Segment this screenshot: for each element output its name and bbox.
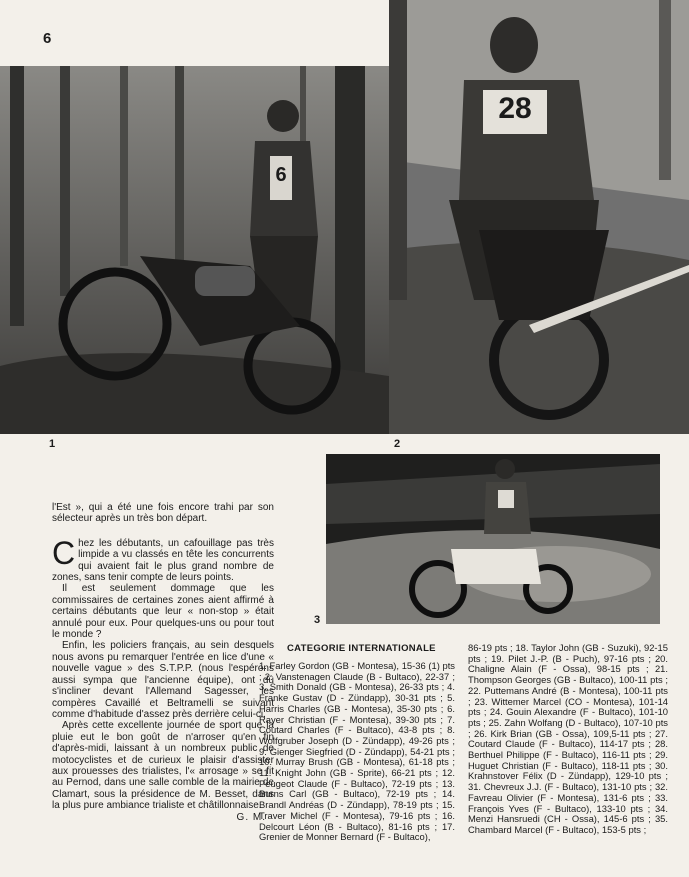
photo-caption-3: 3 [314, 614, 321, 626]
photo-caption-1: 1 [49, 438, 56, 450]
page-number: 6 [43, 30, 52, 47]
photo-rider-mud-section [326, 454, 660, 624]
results-column-2: 86-19 pts ; 18. Taylor John (GB - Suzuki), 92-15 pts ; 19. Pilet J.-P. (B - Puch), 97-16 pts ; 20. Chaligne Alain (F - Ossa), 98-15 pts ; 21. Thompson Georges (GB - Bultaco), 100-11 pts ; 22. Puttemans André (B - Montesa), 100-11 pts ; 23. Wittemer Marcel (CO - Montesa), 101-14 pts ; 24. Gouin Alexandre (F - Bultaco), 101-10 pts ; 25. Zahn Wolfang (D - Bultaco), 107-10 pts ; 26. Kirk Brian (GB - Ossa), 109,5-11 pts ; 27. Coutard Claude (F - Bultaco), 114-17 pts ; 28. Berthuel Philippe (F - Bultaco), 116-11 pts ; 29. Huguet Christian (F - Bultaco), 118-11 pts ; 30. Krahnstover Félix (D - Zündapp), 129-10 pts ; 31. Chevreux J.J. (F - Bultaco), 131-10 pts ; 32. Favreau Olivier (F - Montesa), 131-6 pts ; 33. François Yves (F - Bultaco), 133-10 pts ; 34. Menzi Hansruedi (CH - Ossa), 145-6 pts ; 35. Chambard Marcel (F - Bultaco), 153-5 pts ; [468, 642, 668, 835]
photo-rider-28 [389, 0, 689, 434]
article-paragraph: Après cette excellente journée de sport que la pluie eut le bon goût de n'arroser qu'en fin d'après-midi, laissant à un nombreux public de motocyclistes et de curieux le plaisir d'assister aux prouesses des trialistes, l'« arrosage » se fit au Pernod, dans une salle comble de la mairie de Clamart, sous la présidence de M. Besset, dans la plus pure ambiance trialiste et châtillonnaise. [52, 720, 274, 812]
results-column-1: 1. Farley Gordon (GB - Montesa), 15-36 (1) pts ; 2. Vanstenagen Claude (B - Bultaco), 22-37 ; 3. Smith Donald (GB - Montesa), 26-33 pts ; 4. Franke Gustav (D - Zündapp), 30-31 pts ; 5. Harris Charles (GB - Montesa), 35-30 pts ; 6. Rayer Christian (F - Montesa), 39-30 pts ; 7. Coutard Charles (F - Bultaco), 43-8 pts ; 8. Wolfgruber Joseph (D - Zündapp), 49-26 pts ; 9. Gienger Siegfried (D - Zündapp), 54-21 pts ; 10. Murray Brush (GB - Montesa), 61-18 pts ; 11. Knight John (GB - Sprite), 66-21 pts ; 12. Peugeot Claude (F - Bultaco), 72-19 pts ; 13. Burns Carl (GB - Bultaco), 72-19 pts ; 14. Brandl Andréas (D - Zündapp), 78-19 pts ; 15. Traver Michel (F - Montesa), 79-16 pts ; 16. Delcourt Léon (B - Bultaco), 81-16 pts ; 17. Grenier de Monner Bernard (F - Bultaco), [259, 660, 455, 843]
rider-bib-number: 28 [498, 92, 532, 125]
paragraph-text: hez les débutants, un cafouillage pas très limpide a vu classés en tête les concurrents qui avaient fait le plus grand nombre de zones, sans tenir compte de leurs points. [52, 537, 274, 584]
rider-bib-number: 6 [275, 164, 287, 186]
article-paragraph: Enfin, les policiers français, au sein desquels nous avons pu remarquer l'entrée en lice d'une « nouvelle vague » des S.T.P.P. (nous l'espérons aussi sympa que l'ancienne équipe), ont dû s'incliner devant l'Allemand Sagesser, les compères Cavaillé et Beltramelli se suivant comme d'habitude d'assez près derrière celui-ci. [52, 640, 274, 720]
results-title: CATEGORIE INTERNATIONALE [287, 643, 436, 654]
article-column [52, 502, 274, 823]
photo-rider-forest [0, 66, 389, 434]
drop-cap: C [52, 534, 76, 571]
photo-caption-2: 2 [394, 438, 401, 450]
author-signature: G. M. [236, 811, 266, 823]
article-paragraph: Il est seulement dommage que les commissaires de certaines zones aient affirmé à certains débutants que leur « non-stop » était annulé pour eux. Pour quelques-uns ou pour tout le monde ? [52, 583, 274, 641]
article-lead: l'Est », qui a été une fois encore trahi par son sélecteur après un très bon départ. [52, 502, 274, 525]
article-paragraph [52, 534, 274, 584]
